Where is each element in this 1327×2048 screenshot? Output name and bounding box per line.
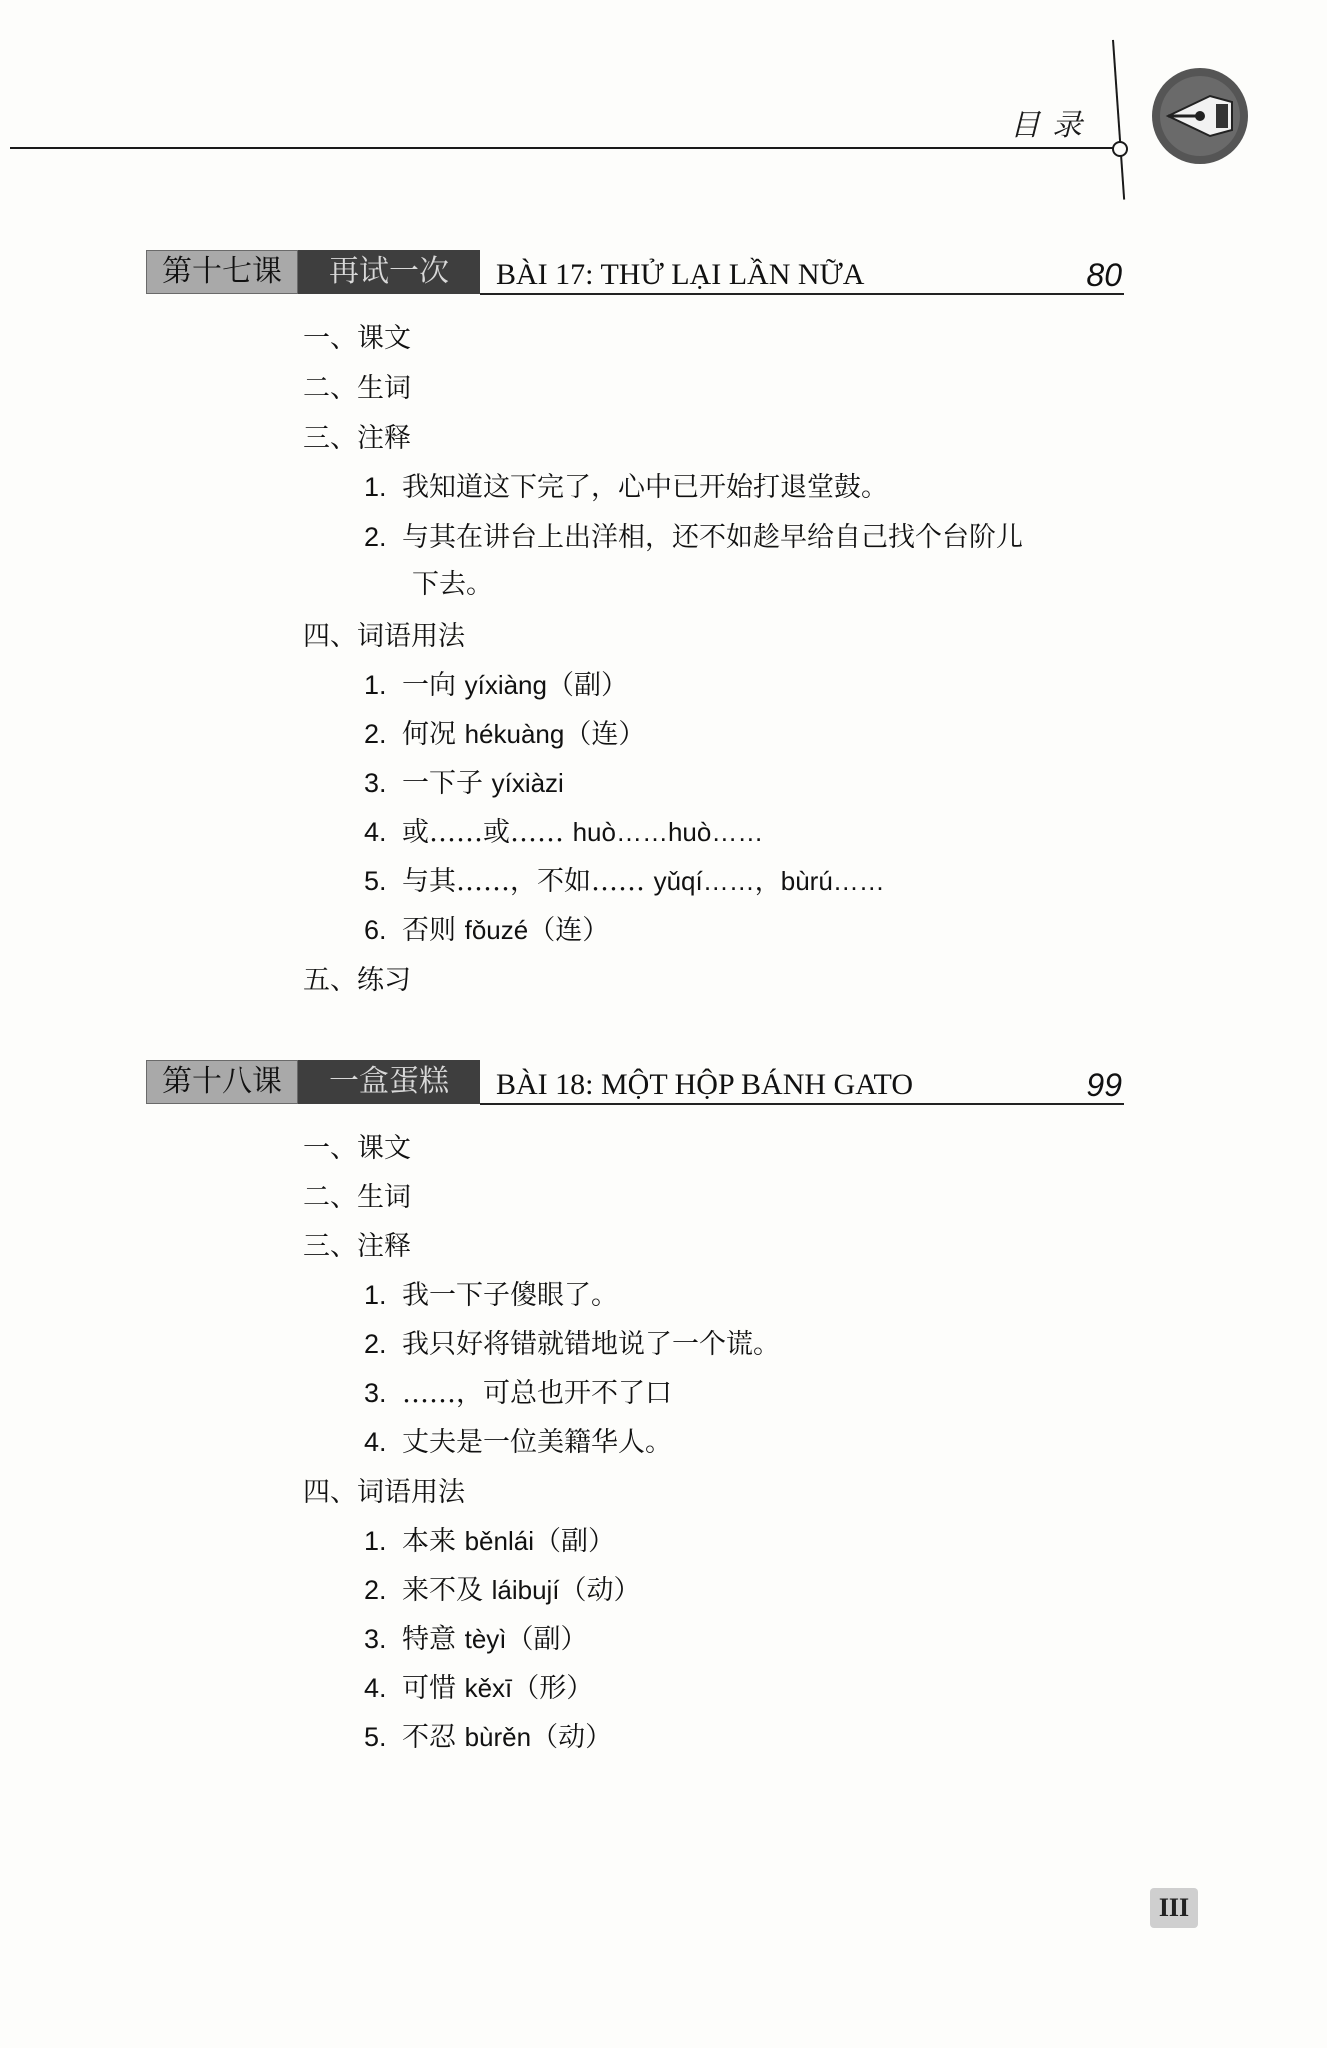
l17-usage-2-pos: （连） <box>564 719 646 750</box>
l18-section-vocab: 二、生词 <box>303 1182 411 1213</box>
l18-note-3 <box>364 1376 672 1411</box>
l18-note-2-number: 2. <box>364 1329 387 1359</box>
l17-section-exercises: 五、练习 <box>303 965 411 996</box>
l18-usage-5-number: 5. <box>364 1722 387 1752</box>
l18-note-1 <box>364 1278 618 1313</box>
l17-note-1-number: 1. <box>364 472 387 502</box>
l18-usage-3-number: 3. <box>364 1624 387 1654</box>
l18-usage-4 <box>364 1671 593 1706</box>
l18-note-4-number: 4. <box>364 1427 387 1457</box>
l17-usage-4-word: 或……或…… <box>402 817 564 848</box>
l18-usage-2-word: 来不及 <box>402 1575 483 1606</box>
l17-section-notes: 三、注释 <box>303 423 411 454</box>
l18-section-text: 一、课文 <box>303 1133 411 1164</box>
l18-usage-5 <box>364 1720 612 1755</box>
l17-note-2-number: 2. <box>364 522 387 552</box>
l17-note-1 <box>364 470 888 505</box>
l17-usage-1-pinyin: yíxiàng <box>464 670 547 700</box>
l18-usage-4-pos: （形） <box>512 1673 594 1704</box>
l18-usage-4-pinyin: kěxī <box>464 1673 513 1703</box>
l17-section-text: 一、课文 <box>303 323 411 354</box>
lesson-17-banner <box>146 250 1124 294</box>
l17-note-2-continued: 下去。 <box>412 569 493 600</box>
l18-usage-3-pos: （副） <box>506 1624 588 1655</box>
l17-usage-6-word: 否则 <box>402 915 456 946</box>
l18-usage-1-number: 1. <box>364 1526 387 1556</box>
l17-usage-6 <box>364 913 609 948</box>
l18-note-3-text: ……，可总也开不了口 <box>402 1378 672 1409</box>
l17-usage-2-number: 2. <box>364 719 387 749</box>
l18-usage-5-pos: （动） <box>531 1722 613 1753</box>
l17-usage-5-pinyin: yǔqí……，bùrú…… <box>653 866 885 896</box>
fountain-pen-logo-icon <box>1150 66 1250 166</box>
page-number: III <box>1150 1888 1198 1928</box>
l18-usage-4-number: 4. <box>364 1673 387 1703</box>
l18-usage-1-pinyin: běnlái <box>464 1526 534 1556</box>
l17-usage-2-pinyin: hékuàng <box>464 719 565 749</box>
l18-note-2-text: 我只好将错就错地说了一个谎。 <box>402 1329 780 1360</box>
page-title: 目录 <box>1010 108 1094 143</box>
l18-usage-2 <box>364 1573 641 1608</box>
l18-usage-5-word: 不忍 <box>402 1722 456 1753</box>
l17-note-2-text: 与其在讲台上出洋相，还不如趁早给自己找个台阶儿 <box>402 522 1023 553</box>
l17-usage-1-pos: （副） <box>546 670 628 701</box>
l18-usage-3 <box>364 1622 588 1657</box>
l17-usage-4-pinyin: huò……huò…… <box>572 817 764 847</box>
lesson-17-title-vi[interactable]: BÀI 17: THỬ LẠI LẦN NỮA <box>496 258 865 291</box>
l18-note-4 <box>364 1425 672 1460</box>
l18-usage-1-word: 本来 <box>402 1526 456 1557</box>
lesson-18-banner <box>146 1060 1124 1104</box>
l17-usage-1 <box>364 668 628 703</box>
lesson-17-title-cn: 再试一次 <box>298 250 480 294</box>
l18-usage-4-word: 可惜 <box>402 1673 456 1704</box>
l17-usage-5-word: 与其……，不如…… <box>402 866 645 897</box>
l17-usage-1-number: 1. <box>364 670 387 700</box>
l17-usage-3-word: 一下子 <box>402 768 483 799</box>
l18-section-notes: 三、注释 <box>303 1231 411 1262</box>
l17-usage-4-number: 4. <box>364 817 387 847</box>
lesson-18-page[interactable]: 99 <box>1086 1067 1122 1103</box>
lesson-17-page[interactable]: 80 <box>1086 257 1122 293</box>
lesson-17-number: 第十七课 <box>146 250 298 294</box>
l17-usage-6-number: 6. <box>364 915 387 945</box>
lesson-18-title-cn: 一盒蛋糕 <box>298 1060 480 1104</box>
l17-usage-3-pinyin: yíxiàzi <box>491 768 564 798</box>
l18-note-1-number: 1. <box>364 1280 387 1310</box>
l18-usage-1 <box>364 1524 615 1559</box>
l18-note-4-text: 丈夫是一位美籍华人。 <box>402 1427 672 1458</box>
l17-usage-6-pos: （连） <box>528 915 610 946</box>
l17-usage-3 <box>364 766 564 801</box>
l17-usage-3-number: 3. <box>364 768 387 798</box>
l17-section-usage: 四、词语用法 <box>303 621 465 652</box>
lesson-17-underline <box>480 293 1124 295</box>
l18-usage-1-pos: （副） <box>534 1526 615 1557</box>
l17-note-1-text: 我知道这下完了，心中已开始打退堂鼓。 <box>402 472 888 503</box>
l17-usage-4 <box>364 815 763 850</box>
l18-note-3-number: 3. <box>364 1378 387 1408</box>
lesson-18-number: 第十八课 <box>146 1060 298 1104</box>
l18-usage-2-pinyin: láibují <box>491 1575 560 1605</box>
l18-usage-5-pinyin: bùrěn <box>464 1722 532 1752</box>
l18-note-2 <box>364 1327 780 1362</box>
l17-usage-2-word: 何况 <box>402 719 456 750</box>
l18-usage-3-word: 特意 <box>402 1624 456 1655</box>
lesson-18-title-vi[interactable]: BÀI 18: MỘT HỘP BÁNH GATO <box>496 1068 913 1101</box>
l17-usage-5-number: 5. <box>364 866 387 896</box>
l17-usage-2 <box>364 717 645 752</box>
l17-note-2 <box>364 520 1023 555</box>
lesson-18-underline <box>480 1103 1124 1105</box>
l17-usage-5 <box>364 864 885 899</box>
l18-usage-2-pos: （动） <box>559 1575 641 1606</box>
l17-usage-6-pinyin: fǒuzé <box>464 915 529 945</box>
l18-usage-2-number: 2. <box>364 1575 387 1605</box>
header-rule <box>10 147 1118 149</box>
l18-section-usage: 四、词语用法 <box>303 1477 465 1508</box>
l18-note-1-text: 我一下子傻眼了。 <box>402 1280 618 1311</box>
l17-section-vocab: 二、生词 <box>303 373 411 404</box>
l17-usage-1-word: 一向 <box>402 670 456 701</box>
l18-usage-3-pinyin: tèyì <box>464 1624 507 1654</box>
